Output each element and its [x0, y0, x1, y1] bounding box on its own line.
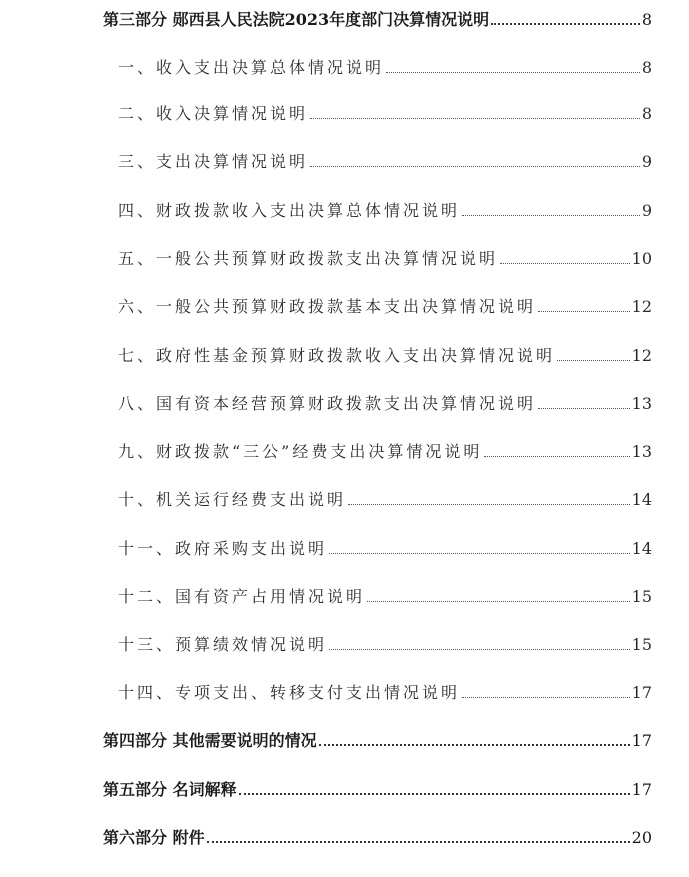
- toc-entry-section-4[interactable]: [118, 193, 652, 221]
- toc-entry-page: 10: [631, 249, 652, 268]
- toc-entry-section-10[interactable]: [118, 482, 652, 510]
- toc-entry-title: 三、支出决算情况说明: [118, 152, 309, 171]
- dot-leader: [484, 455, 629, 457]
- toc-entry-page: 14: [631, 539, 652, 558]
- toc-entry-page: 9: [641, 201, 652, 220]
- toc-entry-title: 一、收入支出决算总体情况说明: [118, 58, 385, 77]
- toc-entry-section-13[interactable]: [118, 627, 652, 655]
- dot-leader: [557, 359, 630, 361]
- dot-leader: [538, 310, 630, 312]
- toc-entry-title: 十一、政府采购支出说明: [118, 539, 328, 558]
- dot-leader: [319, 743, 630, 746]
- toc-entry-page: 8: [641, 10, 652, 29]
- toc-entry-section-1[interactable]: [118, 50, 652, 78]
- toc-entry-page: 8: [641, 104, 652, 123]
- toc-entry-title: 十二、国有资产占用情况说明: [118, 587, 366, 606]
- dot-leader: [386, 71, 640, 73]
- toc-entry-page: 8: [641, 58, 652, 77]
- toc-entry-part-3[interactable]: [103, 2, 652, 30]
- toc-entry-section-8[interactable]: [118, 386, 652, 414]
- dot-leader: [207, 840, 630, 843]
- toc-entry-title: 第三部分 郧西县人民法院2023年度部门决算情况说明: [103, 10, 490, 29]
- toc-entry-section-12[interactable]: [118, 579, 652, 607]
- toc-entry-title: 九、财政拨款“三公”经费支出决算情况说明: [118, 442, 483, 461]
- toc-entry-title: 十三、预算绩效情况说明: [118, 635, 328, 654]
- dot-leader: [348, 503, 630, 505]
- toc-entry-page: 14: [631, 490, 652, 509]
- toc-entry-page: 17: [631, 683, 652, 702]
- toc-entry-page: 9: [641, 152, 652, 171]
- toc-entry-title: 第五部分 名词解释: [103, 780, 237, 799]
- toc-entry-page: 17: [631, 780, 652, 799]
- toc-entry-section-3[interactable]: [118, 144, 652, 172]
- toc-entry-page: 17: [631, 731, 652, 750]
- toc-entry-title: 第六部分 附件: [103, 828, 205, 847]
- dot-leader: [462, 696, 630, 698]
- dot-leader: [500, 262, 630, 264]
- dot-leader: [329, 552, 630, 554]
- toc-entry-page: 20: [631, 828, 652, 847]
- toc-entry-part-4[interactable]: [103, 723, 652, 751]
- toc-entry-section-11[interactable]: [118, 531, 652, 559]
- dot-leader: [310, 165, 640, 167]
- toc-entry-section-14[interactable]: [118, 675, 652, 703]
- dot-leader: [310, 117, 640, 119]
- toc-entry-title: 六、一般公共预算财政拨款基本支出决算情况说明: [118, 297, 537, 316]
- toc-entry-page: 12: [631, 346, 652, 365]
- dot-leader: [239, 792, 630, 795]
- dot-leader: [329, 648, 630, 650]
- dot-leader: [538, 407, 630, 409]
- toc-entry-title: 十、机关运行经费支出说明: [118, 490, 347, 509]
- toc-entry-title: 五、一般公共预算财政拨款支出决算情况说明: [118, 249, 499, 268]
- toc-entry-page: 12: [631, 297, 652, 316]
- toc-entry-section-2[interactable]: [118, 96, 652, 124]
- toc-entry-section-9[interactable]: [118, 434, 652, 462]
- toc-entry-part-5[interactable]: [103, 772, 652, 800]
- dot-leader: [462, 214, 640, 216]
- toc-entry-title: 四、财政拨款收入支出决算总体情况说明: [118, 201, 461, 220]
- toc-entry-title: 十四、专项支出、转移支付支出情况说明: [118, 683, 461, 702]
- toc-entry-title: 八、国有资本经营预算财政拨款支出决算情况说明: [118, 394, 537, 413]
- toc-entry-title: 七、政府性基金预算财政拨款收入支出决算情况说明: [118, 346, 556, 365]
- toc-entry-page: 13: [631, 394, 652, 413]
- toc-entry-title: 二、收入决算情况说明: [118, 104, 309, 123]
- dot-leader: [491, 22, 640, 25]
- toc-entry-page: 15: [631, 635, 652, 654]
- toc-entry-title: 第四部分 其他需要说明的情况: [103, 731, 317, 750]
- dot-leader: [367, 600, 630, 602]
- toc-entry-section-7[interactable]: [118, 338, 652, 366]
- toc-entry-page: 13: [631, 442, 652, 461]
- toc-entry-page: 15: [631, 587, 652, 606]
- toc-entry-part-6[interactable]: [103, 820, 652, 848]
- toc-entry-section-5[interactable]: [118, 241, 652, 269]
- toc-entry-section-6[interactable]: [118, 289, 652, 317]
